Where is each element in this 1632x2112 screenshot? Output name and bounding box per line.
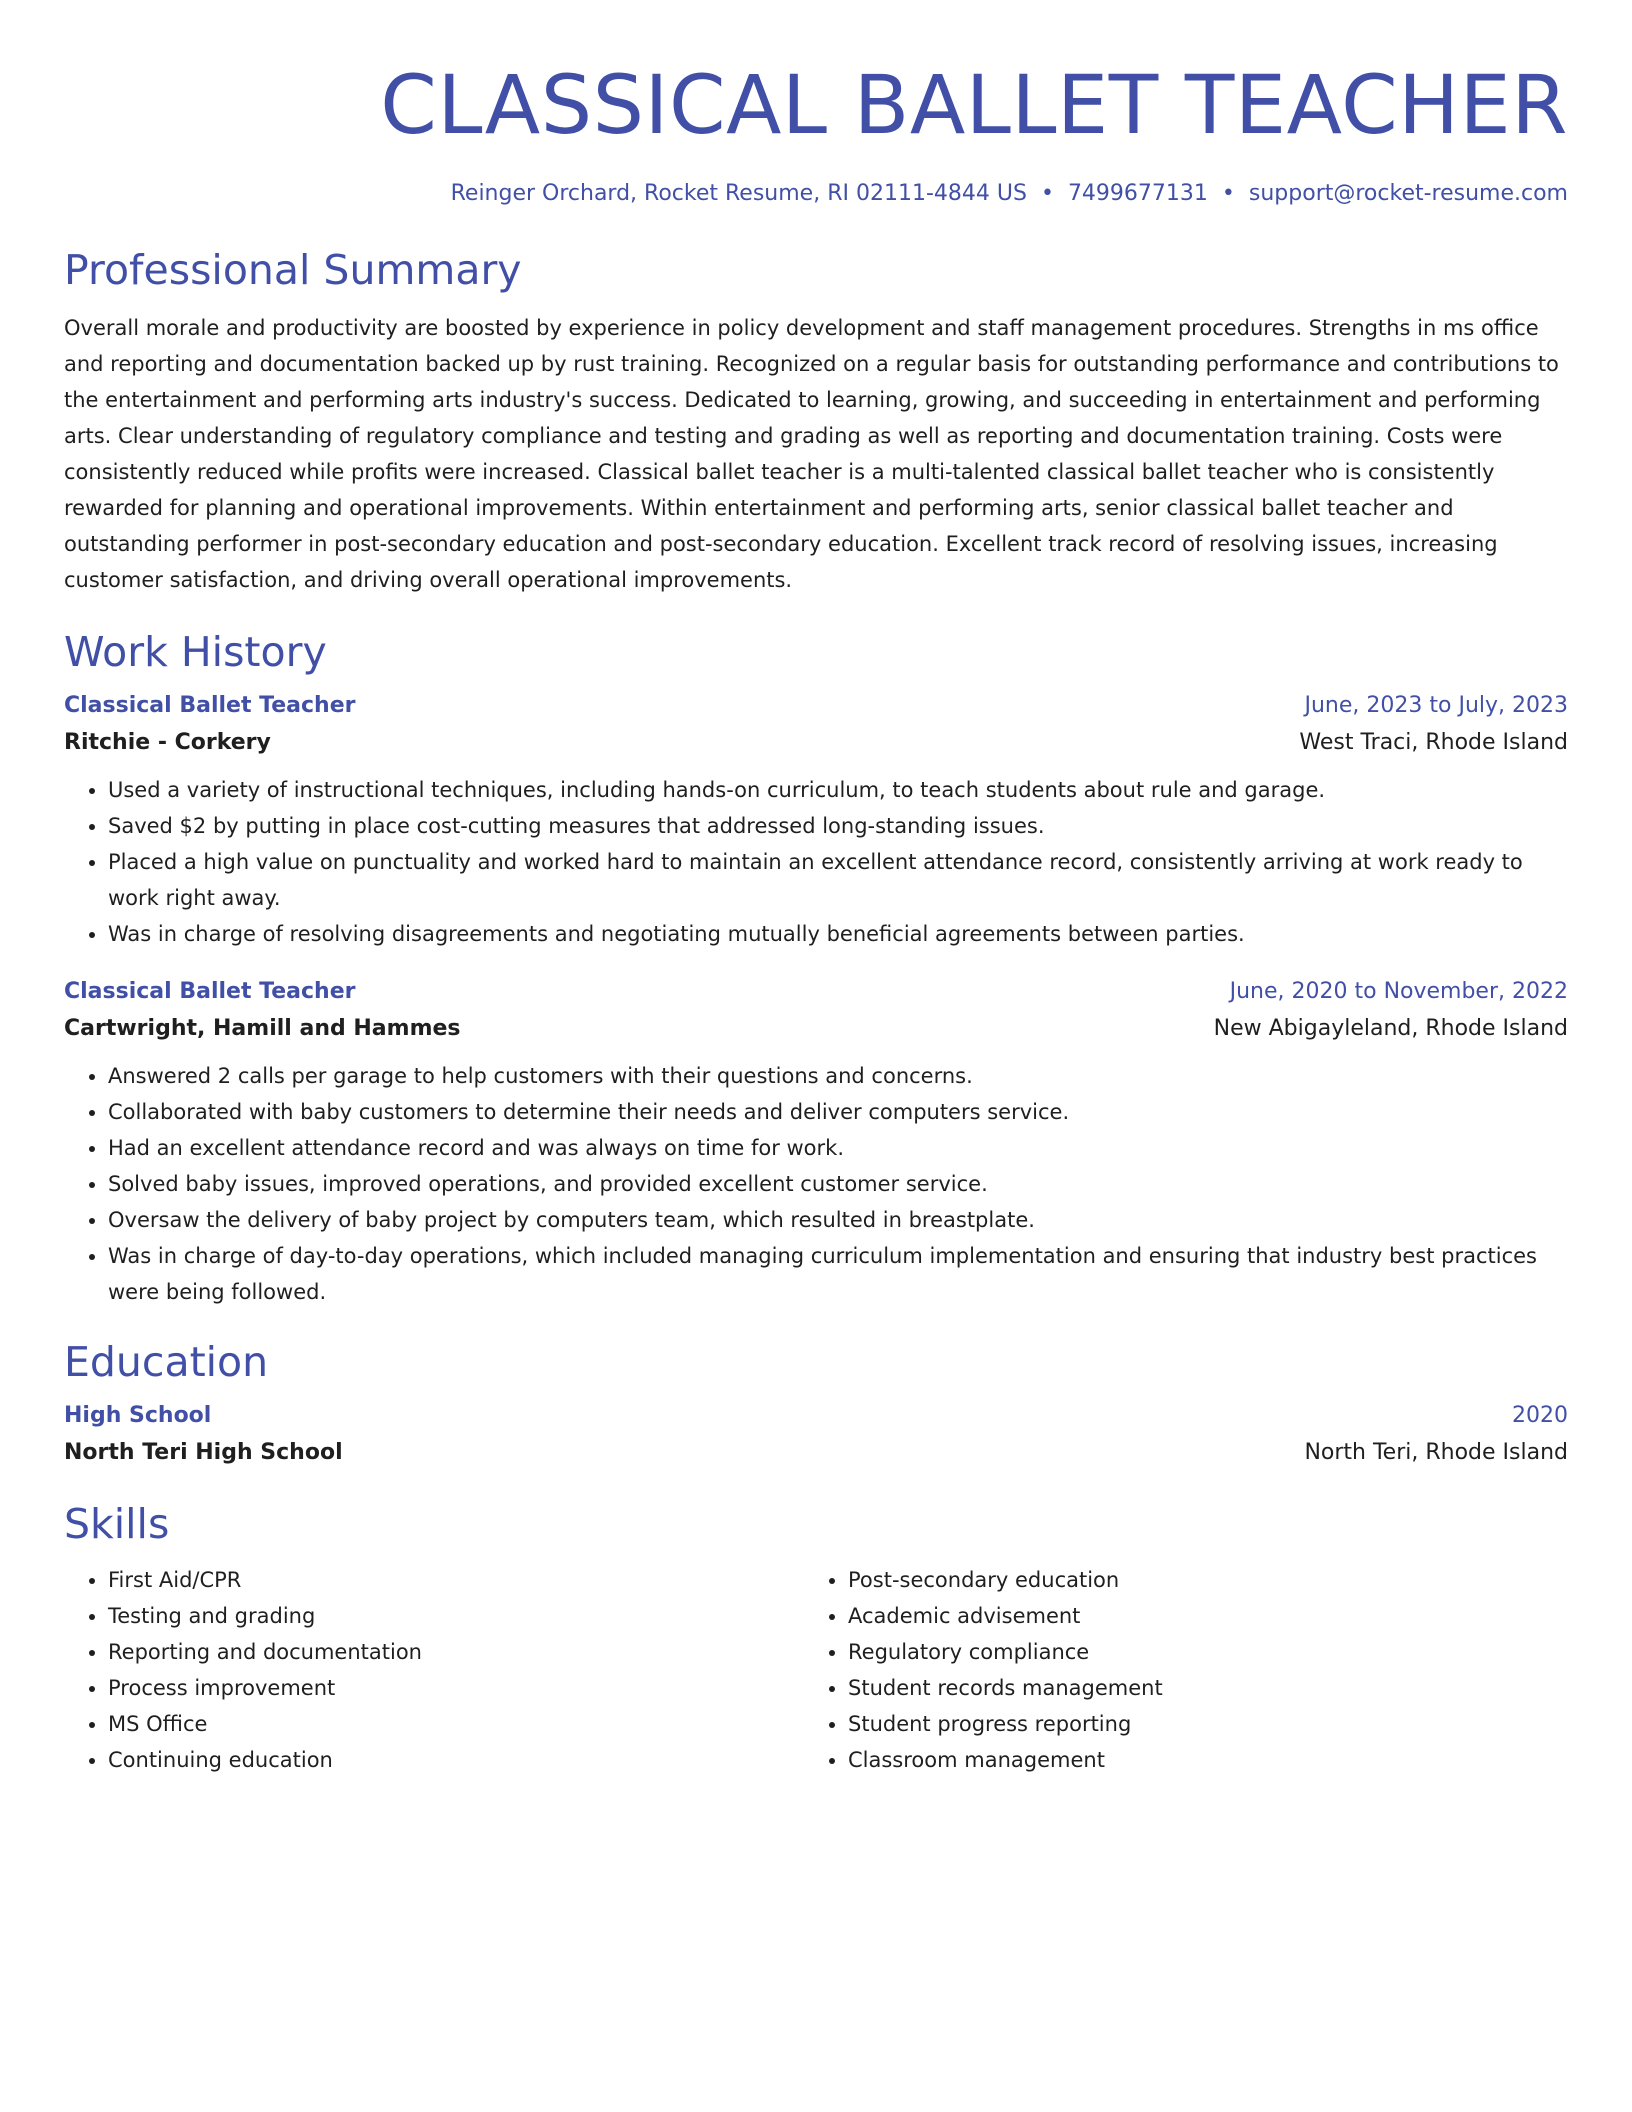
skill-item: • Student progress reporting [848, 1706, 1544, 1742]
skills-column-left [64, 1562, 804, 1778]
work-history-section [64, 626, 1568, 1310]
section-title-summary: Professional Summary [64, 246, 522, 294]
contact-email: support@rocket-resume.com [1248, 181, 1568, 206]
education-entry [64, 1398, 1568, 1472]
job-employer-row [64, 1010, 1568, 1048]
skill-item: • Continuing education [108, 1742, 804, 1778]
job-entry [64, 688, 1568, 952]
job-title: Classical Ballet Teacher [64, 693, 356, 718]
job-bullet: • Solved baby issues, improved operations, and provided excellent customer service. [108, 1166, 1568, 1202]
job-entry [64, 974, 1568, 1310]
skill-item: • Regulatory compliance [848, 1634, 1544, 1670]
job-location: New Abigayleland, Rhode Island [1213, 1016, 1568, 1041]
job-bullet: • Used a variety of instructional techniques, including hands-on curriculum, to teach students about rule and garage. [108, 772, 1568, 808]
job-title-row [64, 688, 1568, 724]
job-title: Classical Ballet Teacher [64, 979, 356, 1004]
education-degree: High School [64, 1403, 212, 1428]
section-title-work-history: Work History [64, 628, 327, 676]
job-bullet: • Placed a high value on punctuality and worked hard to maintain an excellent attendance record, consistently arriving at work ready to work right away. [108, 844, 1568, 916]
section-title-skills: Skills [64, 1500, 170, 1548]
education-year: 2020 [1512, 1403, 1568, 1428]
job-bullets [64, 772, 1568, 952]
job-bullet: • Answered 2 calls per garage to help customers with their questions and concerns. [108, 1058, 1568, 1094]
job-employer: Ritchie - Corkery [64, 730, 271, 755]
contact-separator: • [1221, 181, 1235, 206]
education-location: North Teri, Rhode Island [1304, 1440, 1568, 1465]
skill-item: • First Aid/CPR [108, 1562, 804, 1598]
resume-header [64, 58, 1568, 210]
education-section [64, 1336, 1568, 1472]
contact-line [64, 178, 1568, 210]
job-bullet: • Oversaw the delivery of baby project by computers team, which resulted in breastplate. [108, 1202, 1568, 1238]
education-school: North Teri High School [64, 1440, 343, 1465]
section-title-education: Education [64, 1338, 269, 1386]
skills-column-right [804, 1562, 1544, 1778]
candidate-name: CLASSICAL BALLET TEACHER [380, 59, 1568, 153]
skills-grid [64, 1562, 1568, 1778]
skill-item: • MS Office [108, 1706, 804, 1742]
education-degree-row [64, 1398, 1568, 1434]
professional-summary-section [64, 244, 1568, 598]
skill-item: • Post-secondary education [848, 1562, 1544, 1598]
job-bullet: • Was in charge of resolving disagreements and negotiating mutually beneficial agreements between parties. [108, 916, 1568, 952]
job-dates: June, 2020 to November, 2022 [1229, 979, 1568, 1004]
job-bullets [64, 1058, 1568, 1310]
contact-phone: 7499677131 [1067, 181, 1208, 206]
skill-item: • Academic advisement [848, 1598, 1544, 1634]
skills-section [64, 1498, 1568, 1778]
skill-item: • Process improvement [108, 1670, 804, 1706]
skill-item: • Student records management [848, 1670, 1544, 1706]
skills-list [64, 1562, 804, 1778]
job-location: West Traci, Rhode Island [1299, 730, 1568, 755]
job-title-row [64, 974, 1568, 1010]
education-school-row [64, 1434, 1568, 1472]
job-dates: June, 2023 to July, 2023 [1304, 693, 1568, 718]
job-bullet: • Collaborated with baby customers to determine their needs and deliver computers service. [108, 1094, 1568, 1130]
contact-separator: • [1040, 181, 1054, 206]
contact-address: Reinger Orchard, Rocket Resume, RI 02111-4844 US [450, 181, 1027, 206]
job-bullet: • Had an excellent attendance record and was always on time for work. [108, 1130, 1568, 1166]
job-bullet: • Saved $2 by putting in place cost-cutting measures that addressed long-standing issues. [108, 808, 1568, 844]
job-employer: Cartwright, Hamill and Hammes [64, 1016, 461, 1041]
job-employer-row [64, 724, 1568, 762]
skill-item: • Testing and grading [108, 1598, 804, 1634]
skill-item: • Classroom management [848, 1742, 1544, 1778]
skills-list [804, 1562, 1544, 1778]
job-bullet: • Was in charge of day-to-day operations, which included managing curriculum implementation and ensuring that industry best practices were being followed. [108, 1238, 1568, 1310]
skill-item: • Reporting and documentation [108, 1634, 804, 1670]
summary-text: Overall morale and productivity are boosted by experience in policy development and staff management procedures. Strengths in ms office and reporting and documentation backed up by rust training. Recognized on a regular basis for outstanding performance and contributions to the entertainment and performing arts industry's success. Dedicated to learning, growing, and succeeding in entertainment and performing arts. Clear understanding of regulatory compliance and testing and grading as well as reporting and documentation training. Costs were consistently reduced while profits were increased. Classical ballet teacher is a multi-talented classical ballet teacher who is consistently rewarded for planning and operational improvements. Within entertainment and performing arts, senior classical ballet teacher and outstanding performer in post-secondary education and post-secondary education. Excellent track record of resolving issues, increasing customer satisfaction, and driving overall operational improvements. [64, 316, 1559, 592]
